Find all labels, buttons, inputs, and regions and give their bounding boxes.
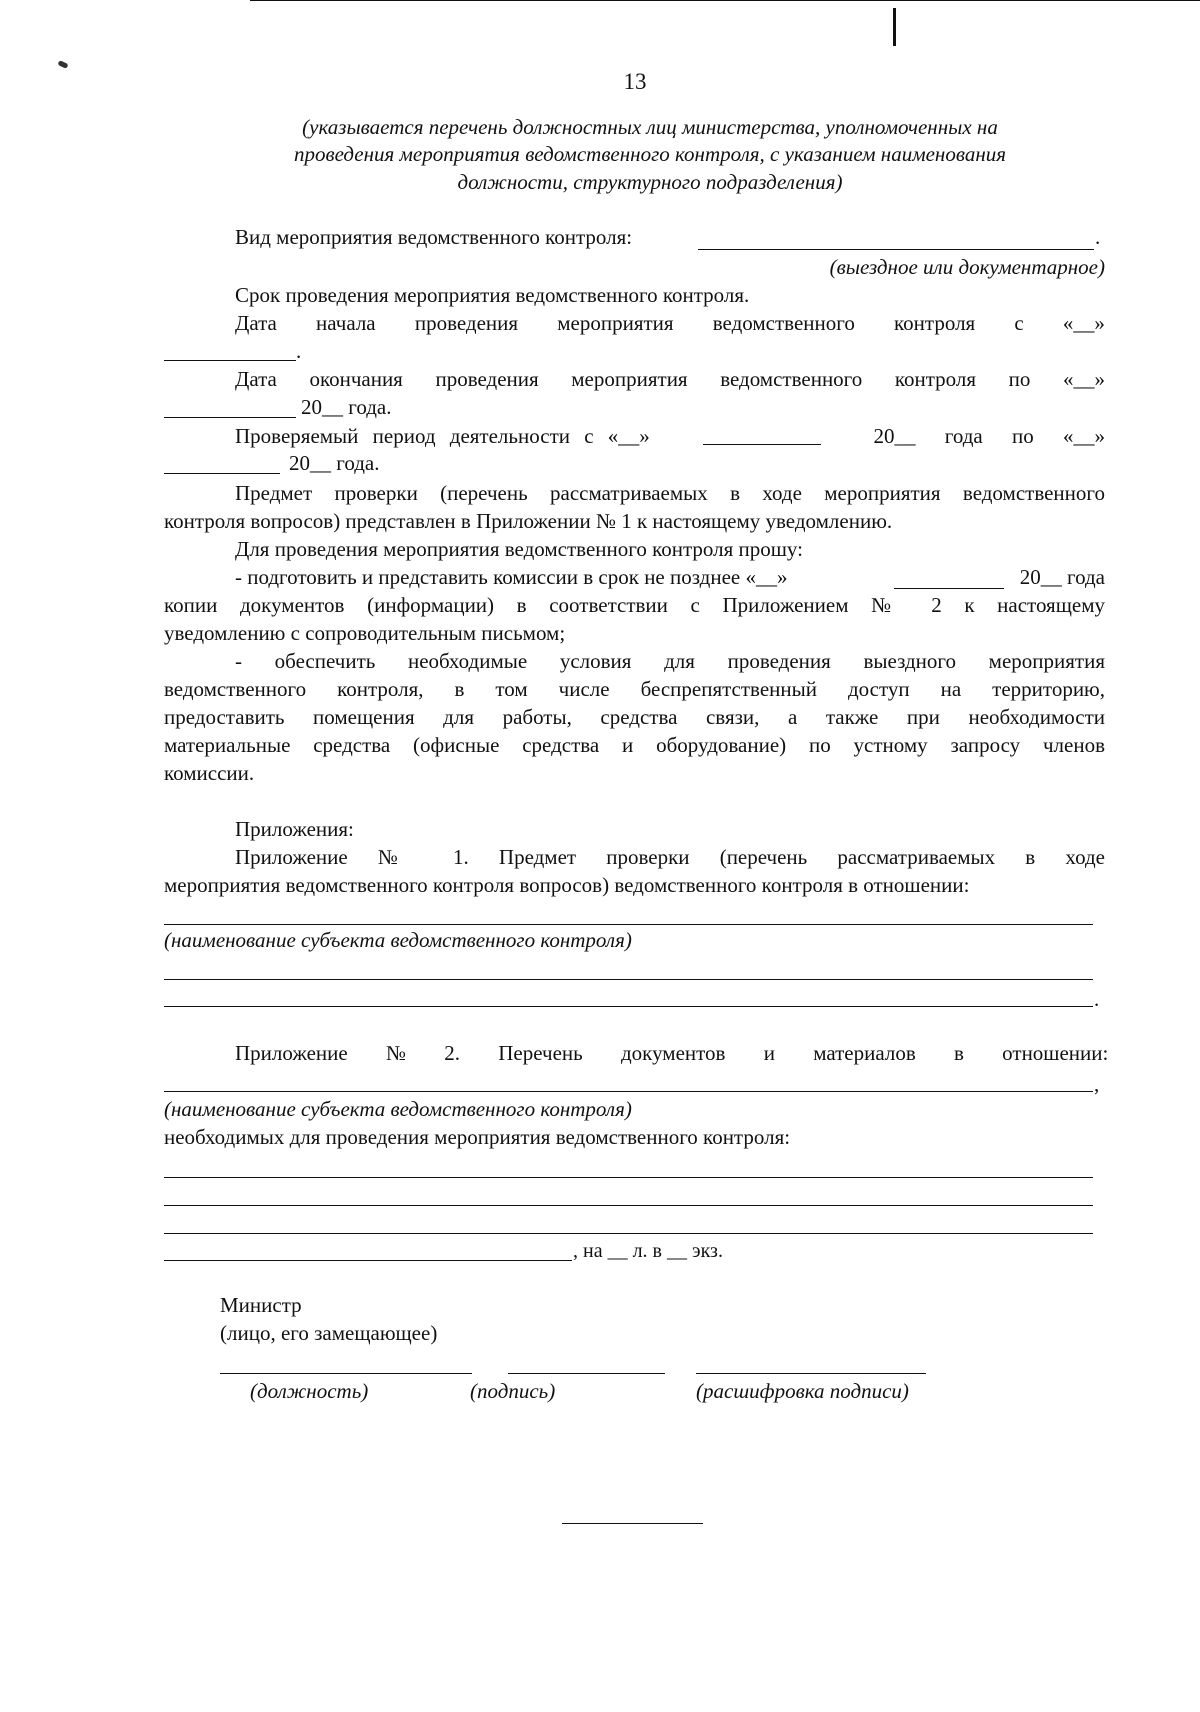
end-word: мероприятия [571,367,688,391]
start-word: проведения [414,311,519,335]
start-month-field[interactable] [164,360,296,361]
minister-title: Министр [220,1293,302,1317]
predmet-line-2: контроля вопросов) представлен в Приложении № 1 к настоящему уведомлению. [164,509,893,533]
period-end-month-field[interactable] [164,473,280,474]
vid-hint: (выездное или документарное) [829,255,1105,279]
header-note-line-3: должности, структурного подразделения) [457,170,843,194]
pril1-line-1: Приложение № 1. Предмет проверки (перечень рассматриваемых в ходе [235,845,1105,869]
pril2-doc-field-3[interactable] [164,1233,1093,1234]
pril1-end-dot: . [1094,987,1100,1011]
item2-line-5: комиссии. [164,761,255,785]
end-word: по [1008,367,1031,391]
end-month-field[interactable] [164,417,296,418]
item1-line-b: 20__ года [1019,565,1105,589]
prilozheniya-title: Приложения: [235,817,354,841]
start-word: ведомственного [712,311,855,335]
item1-month-field[interactable] [894,588,1004,589]
pril2-comma: , [1094,1072,1100,1096]
pril2-text: Приложение № 2. Перечень документов и материалов в отношении: [235,1041,1109,1065]
header-note-line-2: проведения мероприятия ведомственного контроля, с указанием наименования [293,142,1006,166]
top-border-line [250,0,1200,1]
start-day-field[interactable]: «__» [1062,311,1105,335]
item1-line-2: копии документов (информации) в соответствии с Приложением № 2 к настоящему [164,593,1105,617]
pril2-subject-field[interactable] [164,1091,1093,1092]
period-line [235,422,1105,450]
item2-line-1: - обеспечить необходимые условия для проведения выездного мероприятия [235,649,1105,673]
proshu-line: Для проведения мероприятия ведомственного контроля прошу: [235,537,803,561]
pril1-line-2: мероприятия ведомственного контроля вопросов) ведомственного контроля в отношении: [164,873,970,897]
predmet-line-1: Предмет проверки (перечень рассматриваемых в ходе мероприятия ведомственного [235,481,1105,505]
pril1-question-field-2[interactable] [164,1006,1093,1007]
deputy-note: (лицо, его замещающее) [220,1321,438,1345]
end-date-line [235,365,1105,393]
header-note-line-1: (указывается перечень должностных лиц министерства, уполномоченных на [302,115,998,139]
end-date-cont: 20__ года. [301,395,392,419]
end-word: Дата [235,367,277,391]
period-cont: 20__ года. [289,451,380,475]
end-word: ведомственного [720,367,863,391]
end-word: контроля [894,367,977,391]
end-day-field[interactable]: «__» [1062,367,1105,391]
start-word: мероприятия [557,311,674,335]
period-month-field[interactable] [703,422,821,445]
item2-line-4: материальные средства (офисные средства и оборудование) по устному запросу членов [164,733,1105,757]
decoding-hint: (расшифровка подписи) [696,1379,909,1403]
pril1-subject-field[interactable] [164,924,1093,925]
start-date-cont: . [296,339,302,363]
decoding-field[interactable] [696,1373,926,1374]
pril2-doc-field-2[interactable] [164,1205,1093,1206]
vid-end: . [1095,225,1101,249]
page-number: 13 [623,69,647,94]
scan-mark [893,8,896,46]
vid-field[interactable] [698,249,1094,250]
start-word: контроля [894,311,976,335]
pril1-subject-hint: (наименование субъекта ведомственного контроля) [164,928,632,952]
vid-label: Вид мероприятия ведомственного контроля: [235,225,633,249]
pril2-subject-hint: (наименование субъекта ведомственного контроля) [164,1097,632,1121]
position-field[interactable] [220,1373,472,1374]
start-word: Дата [235,311,277,335]
neobh-line: необходимых для проведения мероприятия ведомственного контроля: [164,1125,791,1149]
scan-speck [57,60,68,69]
start-word: с [1014,311,1024,335]
end-word: проведения [435,367,539,391]
end-divider [562,1523,703,1524]
start-date-line [235,309,1105,337]
period-part-1: Проверяемый период деятельности с «__» [235,424,650,448]
signature-hint: (подпись) [470,1379,556,1403]
start-word: начала [316,311,376,335]
item1-line-3: уведомлению с сопроводительным письмом; [164,621,566,645]
pril2-doc-field-1[interactable] [164,1177,1093,1178]
count-line: , на __ л. в __ экз. [573,1240,723,1262]
period-part-2: 20__ года по «__» [873,424,1105,448]
srok-line: Срок проведения мероприятия ведомственного контроля. [235,283,750,307]
position-hint: (должность) [250,1379,369,1403]
pril2-doc-field-4[interactable] [164,1260,572,1261]
item1-line-a: - подготовить и представить комиссии в срок не позднее «__» [235,565,788,589]
end-word: окончания [309,367,403,391]
pril2-line [235,1039,1109,1067]
signature-field[interactable] [508,1373,665,1374]
pril1-question-field-1[interactable] [164,979,1093,980]
item2-line-2: ведомственного контроля, в том числе беспрепятственный доступ на территорию, [164,677,1105,701]
item2-line-3: предоставить помещения для работы, средства связи, а также при необходимости [164,705,1105,729]
